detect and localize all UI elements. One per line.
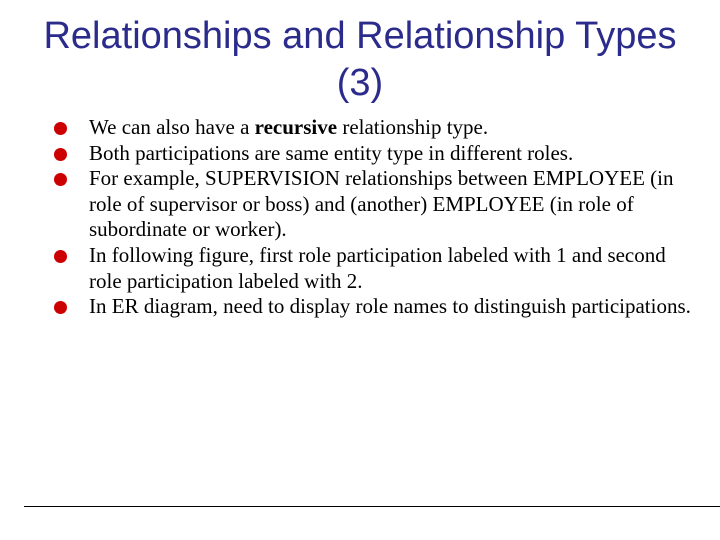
bullet-emphasis: recursive [254,115,338,139]
bullet-dot-icon [54,301,67,314]
bullet-text: In ER diagram, need to display role names to distinguish participations. [89,294,691,319]
bullet-dot-icon [54,148,67,161]
bullet-dot-icon [54,122,67,135]
bullet-item [54,166,694,243]
bullet-text-after: relationship type. [337,115,489,139]
bullet-text: Both participations are same entity type in different roles. [89,140,574,165]
slide-title: Relationships and Relationship Types (3) [43,15,677,104]
bullet-text-before: We can also have a [89,115,255,139]
bullet-item [54,243,694,294]
bullet-dot-icon [54,250,67,263]
bullet-dot-icon [54,173,67,186]
bullet-item [54,294,694,320]
bullet-item [54,141,694,167]
footer-divider [24,506,720,507]
bullet-text: For example, SUPERVISION relationships between EMPLOYEE (in role of supervisor or boss) and (another) EMPLOYEE (in role of subordinate or worker). [89,166,674,242]
bullet-text: In following figure, first role participation labeled with 1 and second role participation labeled with 2. [89,242,666,293]
bullet-item [54,115,694,141]
bullet-list [54,115,694,320]
